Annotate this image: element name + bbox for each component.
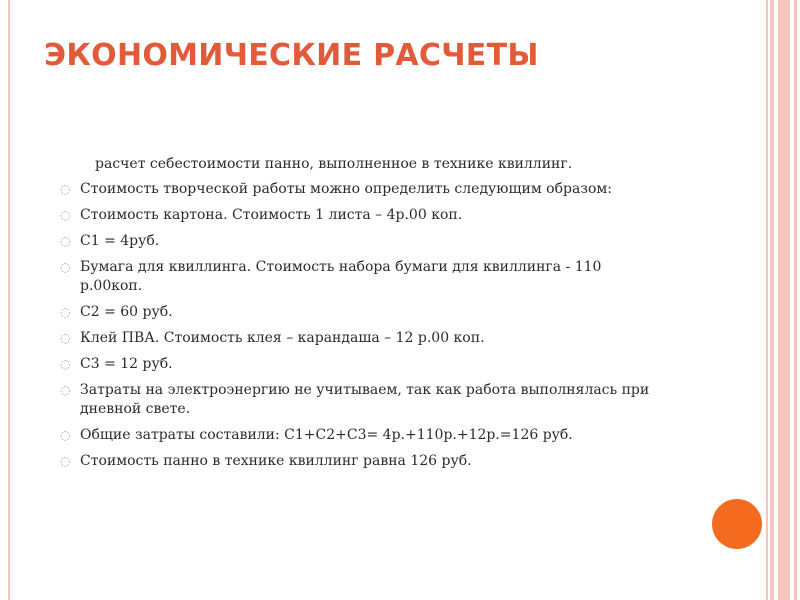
bullet-icon: ◌	[60, 357, 71, 371]
list-item	[58, 381, 668, 419]
list-item	[58, 329, 668, 348]
bullet-icon: ◌	[60, 182, 71, 196]
list-item	[58, 258, 668, 296]
list-item-text: Общие затраты составили: С1+С2+С3= 4р.+110р.+12р.=126 руб.	[80, 427, 573, 443]
list-item-text: С1 = 4руб.	[80, 233, 160, 249]
list-item-text: Затраты на электроэнергию не учитываем, так как работа выполнялась при дневной свете.	[80, 382, 650, 417]
accent-circle	[712, 499, 762, 549]
list-item-text: Стоимость творческой работы можно определить следующим образом:	[80, 181, 613, 197]
list-item	[58, 180, 668, 199]
list-item	[58, 232, 668, 251]
list-item	[58, 303, 668, 322]
bullet-icon: ◌	[60, 331, 71, 345]
decor-stripe	[770, 0, 774, 600]
bullet-icon: ◌	[60, 454, 71, 468]
list-item	[58, 355, 668, 374]
slide-title: ЭКОНОМИЧЕСКИЕ РАСЧЕТЫ	[44, 38, 539, 73]
bullet-icon: ◌	[60, 383, 71, 397]
bullet-list	[58, 180, 668, 478]
list-item-text: Бумага для квиллинга. Стоимость набора бумаги для квиллинга - 110 р.00коп.	[80, 259, 602, 294]
decor-stripe	[778, 0, 790, 600]
bullet-icon: ◌	[60, 234, 71, 248]
list-item	[58, 452, 668, 471]
list-item-text: Клей ПВА. Стоимость клея – карандаша – 12 р.00 коп.	[80, 330, 485, 346]
bullet-icon: ◌	[60, 208, 71, 222]
intro-line: расчет себестоимости панно, выполненное в технике квиллинг.	[95, 156, 573, 172]
list-item	[58, 426, 668, 445]
list-item-text: С2 = 60 руб.	[80, 304, 173, 320]
list-item-text: Стоимость картона. Стоимость 1 листа – 4р.00 коп.	[80, 207, 463, 223]
bullet-icon: ◌	[60, 305, 71, 319]
list-item-text: Стоимость панно в технике квиллинг равна 126 руб.	[80, 453, 472, 469]
decor-stripe	[794, 0, 797, 600]
bullet-icon: ◌	[60, 428, 71, 442]
list-item-text: С3 = 12 руб.	[80, 356, 173, 372]
bullet-icon: ◌	[60, 260, 71, 274]
list-item	[58, 206, 668, 225]
